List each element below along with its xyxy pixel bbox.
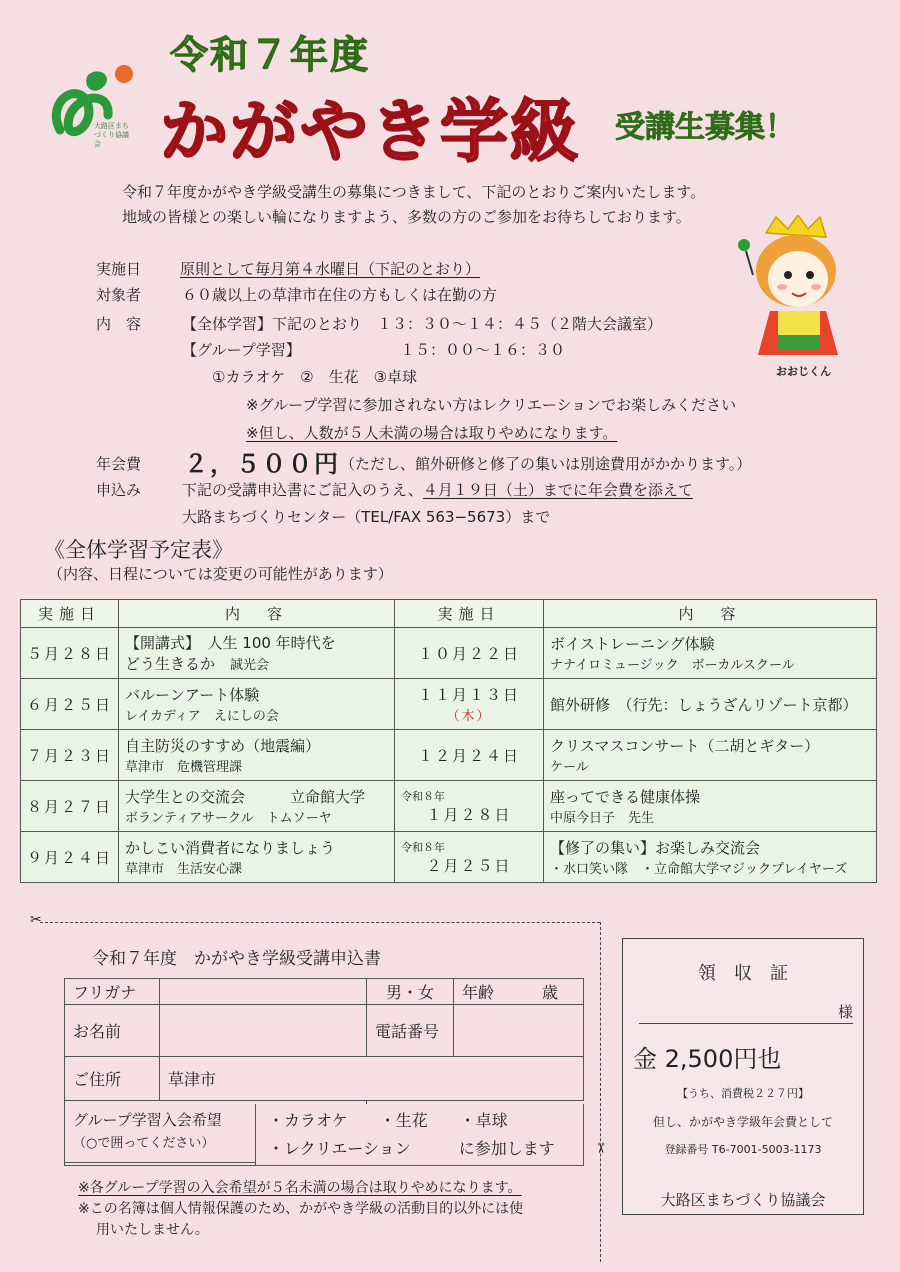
content-group-label: 【グループ学習】: [182, 341, 301, 359]
schedule-sub-2: 中原今日子 先生: [550, 811, 655, 826]
group-label: グループ学習入会希望: [73, 1110, 222, 1129]
schedule-title: かしこい消費者になりましょう: [125, 839, 336, 857]
schedule-heading: 《全体学習予定表》: [44, 538, 233, 562]
schedule-title-2: 館外研修 （行先：しょうざんリゾート京都）: [550, 695, 858, 714]
cut-line-vertical: [600, 922, 601, 1262]
schedule-content-2: [544, 781, 877, 832]
schedule-table: [20, 599, 877, 883]
title-year: 令和７年度: [170, 33, 371, 77]
receipt: [622, 938, 864, 1215]
schedule-title-2: クリスマスコンサート（二胡とギター）: [550, 737, 820, 755]
schedule-date-2: [395, 679, 544, 730]
schedule-sub-main: どう生きるか: [125, 655, 231, 673]
schedule-content: [119, 832, 395, 883]
schedule-sub-small: レイカディア えにしの会: [125, 709, 279, 724]
apply-label: 申込み: [96, 481, 142, 499]
scissors-icon: ✂: [30, 912, 42, 928]
logo-text: 大路区まちづくり協議会: [94, 122, 129, 148]
target-label: 対象者: [96, 286, 142, 304]
apply-line-2: 大路まちづくりセンター（TEL/FAX 563−5673）まで: [182, 508, 551, 526]
schedule-row: [21, 832, 877, 883]
receipt-name-line: [639, 1001, 853, 1024]
apply-line-1: [182, 479, 693, 501]
col-content: 内 容: [119, 600, 395, 628]
apply-deadline: ４月１９日（土）までに年会費を添えて: [422, 481, 693, 499]
col-content-2: 内 容: [544, 600, 877, 628]
content-whole: 【全体学習】下記のとおり １３：３０～１４：４５（２階大会議室）: [182, 315, 663, 333]
form-note-2a: ※この名簿は個人情報保護のため、かがやき学級の活動目的以外には使: [78, 1201, 524, 1217]
schedule-era: 令和８年: [401, 789, 446, 803]
schedule-date: ６月２５日: [21, 679, 119, 730]
schedule-date-value: １２月２４日: [418, 746, 521, 765]
intro-line-1: 令和７年度かがやき学級受講生の募集につきまして、下記のとおりご案内いたします。: [122, 183, 706, 201]
schedule-sub: [125, 858, 388, 877]
schedule-date-value: １月２８日: [426, 805, 512, 824]
recruit-heading: 受講生募集！: [615, 110, 795, 145]
mascot-name: おおじくん: [776, 365, 831, 378]
schedule-title-2: ボイストレーニング体験: [550, 635, 715, 653]
receipt-tax: 【うち、消費税２２７円】: [677, 1087, 809, 1100]
mascot-icon: [718, 215, 868, 365]
form-note-1: [78, 1177, 522, 1197]
col-date: 実施日: [21, 600, 119, 628]
schedule-title: 【開講式】 人生 100 年時代を: [125, 634, 336, 652]
note-cancel: ※但し、人数が５人未満の場合は取りやめになります。: [246, 424, 618, 442]
schedule-row: [21, 679, 877, 730]
apply-text: 下記の受講申込書にご記入のうえ、: [182, 481, 423, 499]
furigana-label: フリガナ: [65, 979, 160, 1005]
phone-label: 電話番号: [367, 1005, 454, 1057]
schedule-date: ９月２４日: [21, 832, 119, 883]
schedule-sub-small: 誠光会: [230, 658, 270, 673]
note-recreation: ※グループ学習に参加されない方はレクリエーションでお楽しみください: [246, 396, 737, 414]
address-label: ご住所: [65, 1057, 160, 1101]
receipt-purpose: 但し、かがやき学級年会費として: [652, 1115, 833, 1129]
schedule-sub: [125, 756, 388, 775]
col-date-2: 実施日: [395, 600, 544, 628]
mascot: [718, 215, 868, 385]
schedule-title-2: 座ってできる健康体操: [550, 788, 701, 806]
schedule-content: [119, 781, 395, 832]
schedule-date-2: [395, 832, 544, 883]
group-items: ①カラオケ ② 生花 ③卓球: [212, 368, 418, 386]
target-value: ６０歳以上の草津市在住の方もしくは在勤の方: [182, 286, 498, 304]
schedule-sub-2: ケール: [550, 760, 589, 775]
receipt-title: 領 収 証: [698, 963, 788, 984]
fee-note: （ただし、館外研修と修了の集いは別途費用がかかります。）: [340, 455, 752, 473]
form-title: 令和７年度 かがやき学級受講申込書: [92, 949, 381, 969]
schedule-sub-2: ナナイロミュージック ボーカルスクール: [550, 658, 795, 673]
receipt-reg: 登録番号 T6-7001-5003-1173: [664, 1143, 822, 1156]
schedule-sub: [125, 705, 388, 724]
content-label: 内 容: [96, 315, 142, 333]
scissors-icon: ✂: [591, 1142, 608, 1154]
fee-value: ２，５００円: [184, 450, 340, 478]
receipt-sama: 様: [837, 1003, 853, 1021]
schedule-title: バルーンアート体験: [125, 686, 260, 704]
logo: [40, 60, 140, 165]
schedule-content: [119, 679, 395, 730]
schedule-row: [21, 781, 877, 832]
schedule-content: [119, 628, 395, 679]
form-note-1-text: ※各グループ学習の入会希望が５名未満の場合は取りやめになります。: [78, 1180, 522, 1196]
name-label: お名前: [65, 1005, 160, 1057]
date-label: 実施日: [96, 260, 142, 278]
schedule-content-2: [544, 628, 877, 679]
schedule-sub-2: ・水口笑い隊 ・立命館大学マジックプレイヤーズ: [550, 862, 848, 877]
schedule-content-2: [544, 679, 877, 730]
schedule-title-2: 【修了の集い】お楽しみ交流会: [550, 839, 761, 857]
schedule-sub: [125, 653, 388, 674]
phone-field[interactable]: [454, 1005, 584, 1057]
schedule-subheading: （内容、日程については変更の可能性があります）: [48, 565, 393, 583]
schedule-sub: [125, 807, 388, 826]
schedule-sub-small: ボランティアサークル トムソーヤ: [125, 811, 332, 826]
name-field[interactable]: [160, 1005, 367, 1057]
furigana-field[interactable]: [160, 979, 367, 1005]
schedule-date-2: [395, 628, 544, 679]
schedule-row: [21, 628, 877, 679]
schedule-date-2: [395, 781, 544, 832]
schedule-header-row: [21, 600, 877, 628]
form-note-2b: 用いたしません。: [96, 1222, 209, 1238]
gender-field[interactable]: 男・女: [367, 979, 454, 1005]
cut-line: [40, 922, 600, 923]
schedule-sub-small: 草津市 生活安心課: [125, 862, 243, 877]
address-field[interactable]: 草津市: [160, 1057, 584, 1101]
schedule-date-value: ２月２５日: [426, 856, 512, 875]
schedule-date: ８月２７日: [21, 781, 119, 832]
group-options-line-2[interactable]: ・レクリエーション に参加します: [268, 1139, 555, 1158]
schedule-content: [119, 730, 395, 781]
intro-line-2: 地域の皆様との楽しい輪になりますよう、多数の方のご参加をお待ちしております。: [122, 208, 691, 226]
schedule-title: 大学生との交流会 立命館大学: [125, 788, 366, 806]
schedule-date-note: （木）: [446, 709, 492, 724]
schedule-sub-small: 草津市 危機管理課: [125, 760, 243, 775]
schedule-date-value: １１月１３日: [418, 686, 521, 704]
logo-mark-icon: [40, 60, 140, 165]
group-hint: （○で囲ってください）: [73, 1135, 215, 1151]
schedule-date: ７月２３日: [21, 730, 119, 781]
group-options-line-1[interactable]: ・カラオケ ・生花 ・卓球: [268, 1111, 508, 1130]
schedule-date-2: [395, 730, 544, 781]
date-value: 原則として毎月第４水曜日（下記のとおり）: [180, 260, 481, 278]
age-field[interactable]: 年齢 歳: [454, 979, 584, 1005]
content-group-time: １５：００～１６：３０: [400, 341, 566, 359]
receipt-amount: 金 2,500円也: [633, 1045, 782, 1073]
schedule-era: 令和８年: [401, 840, 446, 854]
schedule-row: [21, 730, 877, 781]
page-title: かがやき学級: [160, 93, 581, 172]
fee-label: 年会費: [96, 455, 142, 473]
schedule-date-value: １０月２２日: [418, 644, 521, 663]
schedule-title: 自主防災のすすめ（地震編）: [125, 737, 321, 755]
receipt-issuer: 大路区まちづくり協議会: [660, 1191, 826, 1209]
schedule-content-2: [544, 730, 877, 781]
group-options[interactable]: [255, 1104, 584, 1166]
schedule-content-2: [544, 832, 877, 883]
schedule-date: ５月２８日: [21, 628, 119, 679]
